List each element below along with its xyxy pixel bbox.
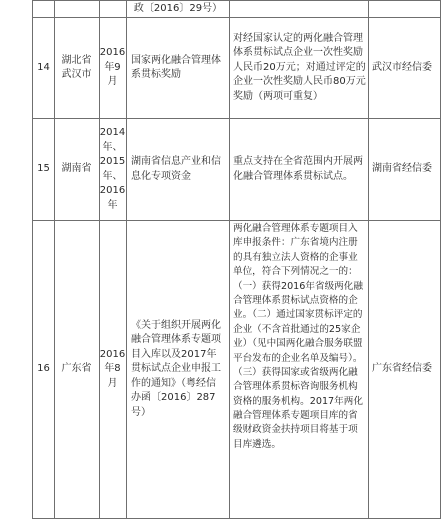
region-cell (56, 119, 97, 220)
row-number-text: 15 (37, 163, 50, 175)
time-cell (101, 18, 124, 118)
time-text: 2016年9月 (99, 47, 126, 88)
row-number-text: 16 (37, 363, 50, 375)
region-cell (56, 221, 97, 518)
content-text: 重点支持在全省范围内开展两化融合管理体系贯标试点。 (233, 156, 363, 182)
department-cell (372, 18, 438, 118)
row-number (33, 119, 54, 220)
content-text: 对经国家认定的两化融合管理体系贯标试点企业一次性奖励人民币20万元；对通过评定的企业一次性奖励人民币80万元奖励（两项可重复） (233, 32, 366, 102)
department-cell (372, 119, 438, 220)
region-text: 广东省 (61, 363, 92, 375)
continuation-text: 政〔2016〕29号） (133, 2, 223, 14)
column-divider (368, 0, 369, 519)
column-divider (229, 0, 230, 519)
department-cell (372, 221, 438, 518)
policy-text: 国家两化融合管理体系贯标奖励 (131, 54, 221, 80)
policy-cell (131, 221, 227, 518)
policy-cell (131, 18, 227, 118)
content-text: 两化融合管理体系专题项目入库申报条件：广东省境内注册的具有独立法人资格的企事业单位，符合下列情况之一的：（一）获得2016年省级两化融合管理体系贯标试点资格的企业。（二）通过国家贯标评定的企业（不含首批通过的25家企业）（见中国两化融合服务联盟平台发布的企业名单及编号）。（三）获得国家或省级两化融合管理体系贯标咨询服务机构资格的服务机构。2017年两化融合管理体系专题项目库的省级财政资金扶持项目将基于项目库遴选。 (233, 223, 363, 450)
region-text: 湖南省 (61, 163, 92, 175)
time-cell (101, 221, 124, 518)
department-text: 广东省经信委 (372, 363, 432, 375)
row-number (33, 18, 54, 118)
time-text: 2014年、2015年、2016年 (99, 127, 126, 211)
policy-text: 湖南省信息产业和信息化专项资金 (131, 156, 221, 182)
row-number-text: 14 (37, 61, 50, 73)
column-divider (126, 0, 127, 519)
table-border (32, 0, 441, 1)
region-cell (56, 18, 97, 118)
time-text: 2016年8月 (99, 348, 126, 389)
row-number (33, 221, 54, 518)
table-row-continuation (127, 1, 229, 17)
content-cell (233, 18, 366, 118)
department-text: 武汉市经信委 (372, 61, 432, 73)
content-cell (233, 222, 366, 518)
time-cell (101, 119, 124, 220)
policy-cell (131, 119, 227, 220)
department-text: 湖南省经信委 (372, 163, 432, 175)
content-cell (233, 119, 366, 220)
column-divider (54, 0, 55, 519)
region-text: 湖北省武汉市 (61, 54, 92, 80)
policy-text: 《关于组织开展两化融合管理体系专题项目入库以及2017年贯标试点企业申报工作的通知》（粤经信办函〔2016〕287号） (131, 319, 221, 418)
